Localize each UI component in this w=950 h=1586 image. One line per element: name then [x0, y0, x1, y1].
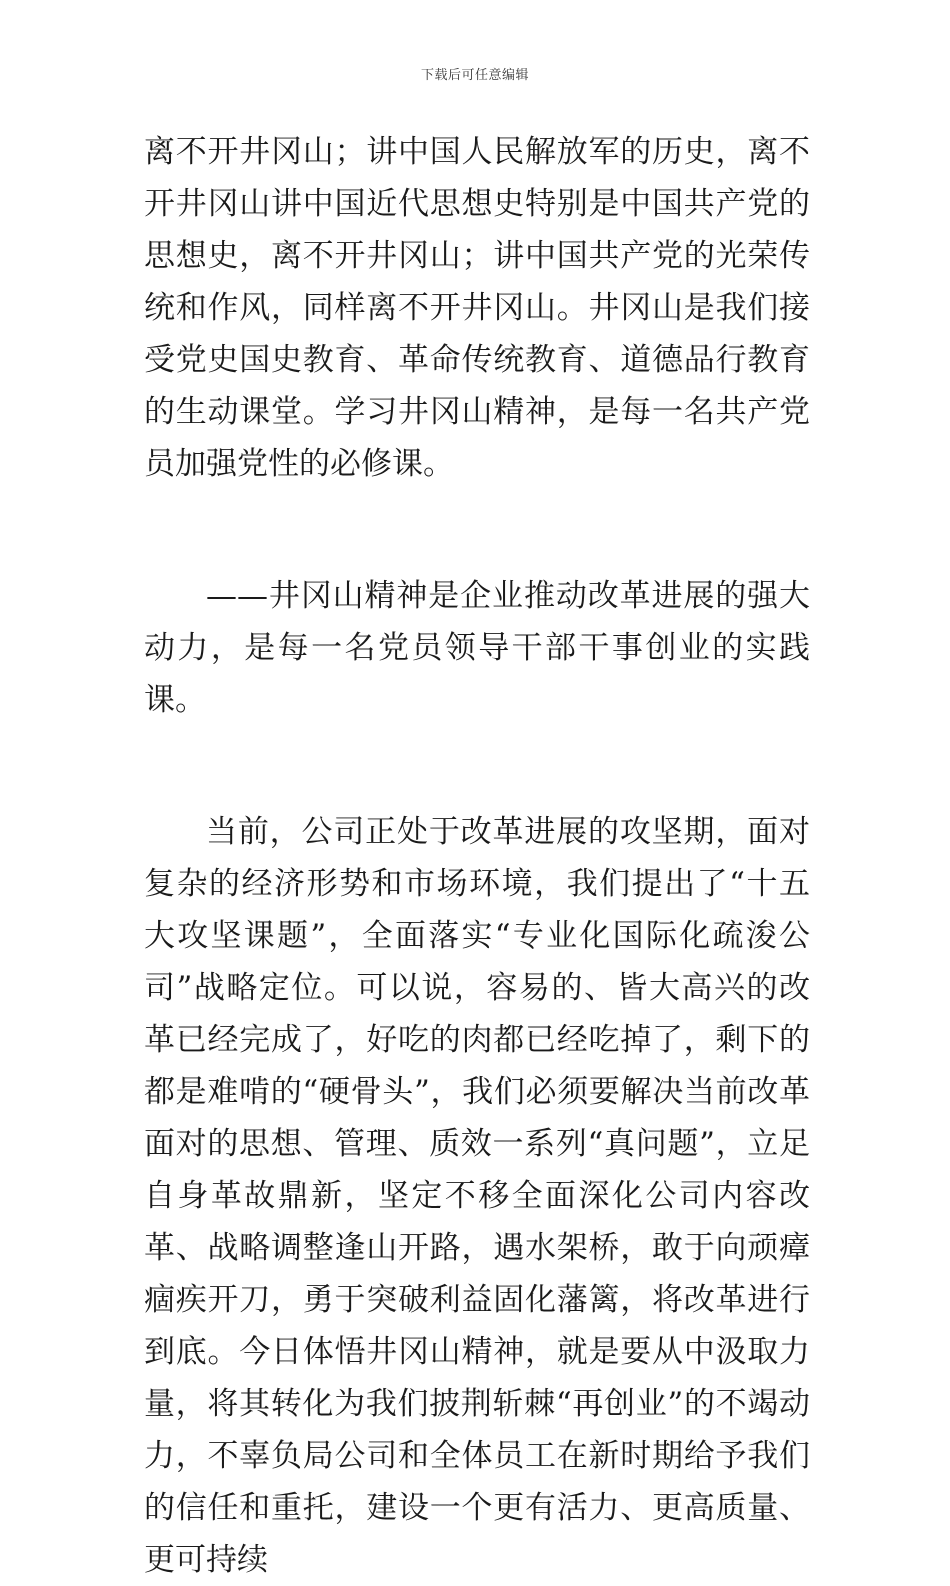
- paragraph-3: 当前，公司正处于改革进展的攻坚期，面对复杂的经济形势和市场环境，我们提出了“十五大攻坚课题”，全面落实“专业化国际化疏浚公司”战略定位。可以说，容易的、皆大高兴的改革已经完成了，好吃的肉都已经吃掉了，剩下的都是难啃的“硬骨头”，我们必须要解决当前改革面对的思想、管理、质效一系列“真问题”，立足自身革故鼎新，坚定不移全面深化公司内容改革、战略调整逢山开路，遇水架桥，敢于向顽瘴痼疾开刀，勇于突破利益固化藩篱，将改革进行到底。今日体悟井冈山精神，就是要从中汲取力量，将其转化为我们披荆斩棘“再创业”的不竭动力，不辜负局公司和全体员工在新时期给予我们的信任和重托，建设一个更有活力、更高质量、更可持续: [144, 814, 810, 1578]
- paragraph-1: 离不开井冈山；讲中国人民解放军的历史，离不开井冈山讲中国近代思想史特别是中国共产党的思想史，离不开井冈山；讲中国共产党的光荣传统和作风，同样离不开井冈山。井冈山是我们接受党史国史教育、革命传统教育、道德品行教育的生动课堂。学习井冈山精神，是每一名共产党员加强党性的必修课。: [144, 134, 810, 482]
- document-body: [144, 126, 810, 1586]
- page-header: 下载后可任意编辑: [420, 68, 529, 83]
- paragraph-2: ——井冈山精神是企业推动改革进展的强大动力，是每一名党员领导干部干事创业的实践课。: [144, 578, 810, 718]
